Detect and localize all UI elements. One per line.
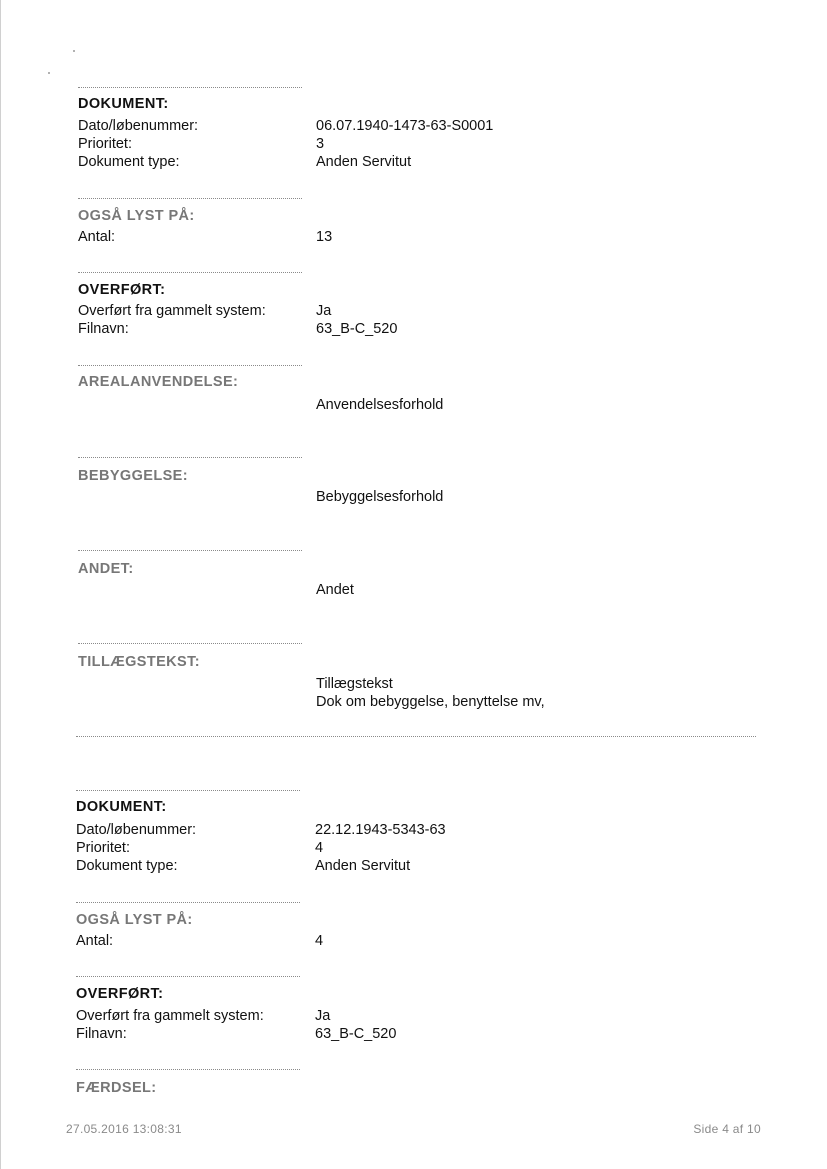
scan-speck bbox=[73, 50, 75, 52]
section-heading-bebyggelse: BEBYGGELSE: bbox=[78, 468, 188, 484]
tillaegstekst-line: Dok om bebyggelse, benyttelse mv, bbox=[316, 694, 545, 710]
section-value-andet: Andet bbox=[316, 582, 354, 598]
section-heading-ogsa-lyst-pa: OGSÅ LYST PÅ: bbox=[76, 912, 193, 928]
section-divider bbox=[78, 272, 302, 273]
field-value-overfort-fra-gammelt-system: Ja bbox=[316, 303, 332, 319]
section-heading-overfort: OVERFØRT: bbox=[78, 282, 166, 298]
field-label-antal: Antal: bbox=[78, 229, 116, 245]
field-value-antal: 4 bbox=[315, 933, 324, 949]
field-label-overfort-fra-gammelt-system: Overført fra gammelt system: bbox=[76, 1008, 264, 1024]
field-value-overfort-fra-gammelt-system: Ja bbox=[315, 1008, 331, 1024]
section-heading-ogsa-lyst-pa: OGSÅ LYST PÅ: bbox=[78, 208, 195, 224]
page-left-edge bbox=[0, 0, 1, 1169]
section-heading-dokument: DOKUMENT: bbox=[78, 96, 169, 112]
field-value-prioritet: 3 bbox=[316, 136, 325, 152]
section-divider bbox=[78, 643, 302, 644]
field-label-filnavn: Filnavn: bbox=[76, 1026, 127, 1042]
section-heading-dokument: DOKUMENT: bbox=[76, 799, 167, 815]
section-divider bbox=[78, 87, 302, 88]
field-value-dokument-type: Anden Servitut bbox=[315, 858, 411, 874]
section-heading-andet: ANDET: bbox=[78, 561, 134, 577]
section-value-arealanvendelse: Anvendelsesforhold bbox=[316, 397, 444, 413]
footer-page-number: Side 4 af 10 bbox=[693, 1122, 761, 1136]
field-label-filnavn: Filnavn: bbox=[78, 321, 129, 337]
section-value-bebyggelse: Bebyggelsesforhold bbox=[316, 489, 444, 505]
section-divider bbox=[78, 198, 302, 199]
field-value-antal: 13 bbox=[316, 229, 333, 245]
section-divider bbox=[78, 550, 302, 551]
section-divider bbox=[78, 365, 302, 366]
field-value-filnavn: 63_B-C_520 bbox=[316, 321, 398, 337]
field-label-dokument-type: Dokument type: bbox=[76, 858, 178, 874]
field-label-overfort-fra-gammelt-system: Overført fra gammelt system: bbox=[78, 303, 266, 319]
field-value-filnavn: 63_B-C_520 bbox=[315, 1026, 397, 1042]
footer-timestamp: 27.05.2016 13:08:31 bbox=[66, 1122, 182, 1136]
field-label-dato-lobenummer: Dato/løbenummer: bbox=[76, 822, 197, 838]
section-divider bbox=[76, 976, 300, 977]
section-divider bbox=[76, 790, 300, 791]
field-label-dokument-type: Dokument type: bbox=[78, 154, 180, 170]
field-value-dato-lobenummer: 06.07.1940-1473-63-S0001 bbox=[316, 118, 494, 134]
section-heading-overfort: OVERFØRT: bbox=[76, 986, 164, 1002]
section-divider bbox=[76, 1069, 300, 1070]
tillaegstekst-line: Tillægstekst bbox=[316, 676, 393, 692]
field-label-dato-lobenummer: Dato/løbenummer: bbox=[78, 118, 199, 134]
scan-speck bbox=[48, 72, 50, 74]
field-value-dato-lobenummer: 22.12.1943-5343-63 bbox=[315, 822, 446, 838]
field-label-prioritet: Prioritet: bbox=[76, 840, 130, 856]
field-label-antal: Antal: bbox=[76, 933, 114, 949]
field-value-dokument-type: Anden Servitut bbox=[316, 154, 412, 170]
field-value-prioritet: 4 bbox=[315, 840, 324, 856]
section-divider bbox=[76, 902, 300, 903]
section-heading-tillaegstekst: TILLÆGSTEKST: bbox=[78, 654, 200, 670]
section-divider bbox=[78, 457, 302, 458]
section-heading-faerdsel: FÆRDSEL: bbox=[76, 1080, 157, 1096]
record-separator bbox=[76, 736, 756, 737]
section-heading-arealanvendelse: AREALANVENDELSE: bbox=[78, 374, 239, 390]
field-label-prioritet: Prioritet: bbox=[78, 136, 132, 152]
